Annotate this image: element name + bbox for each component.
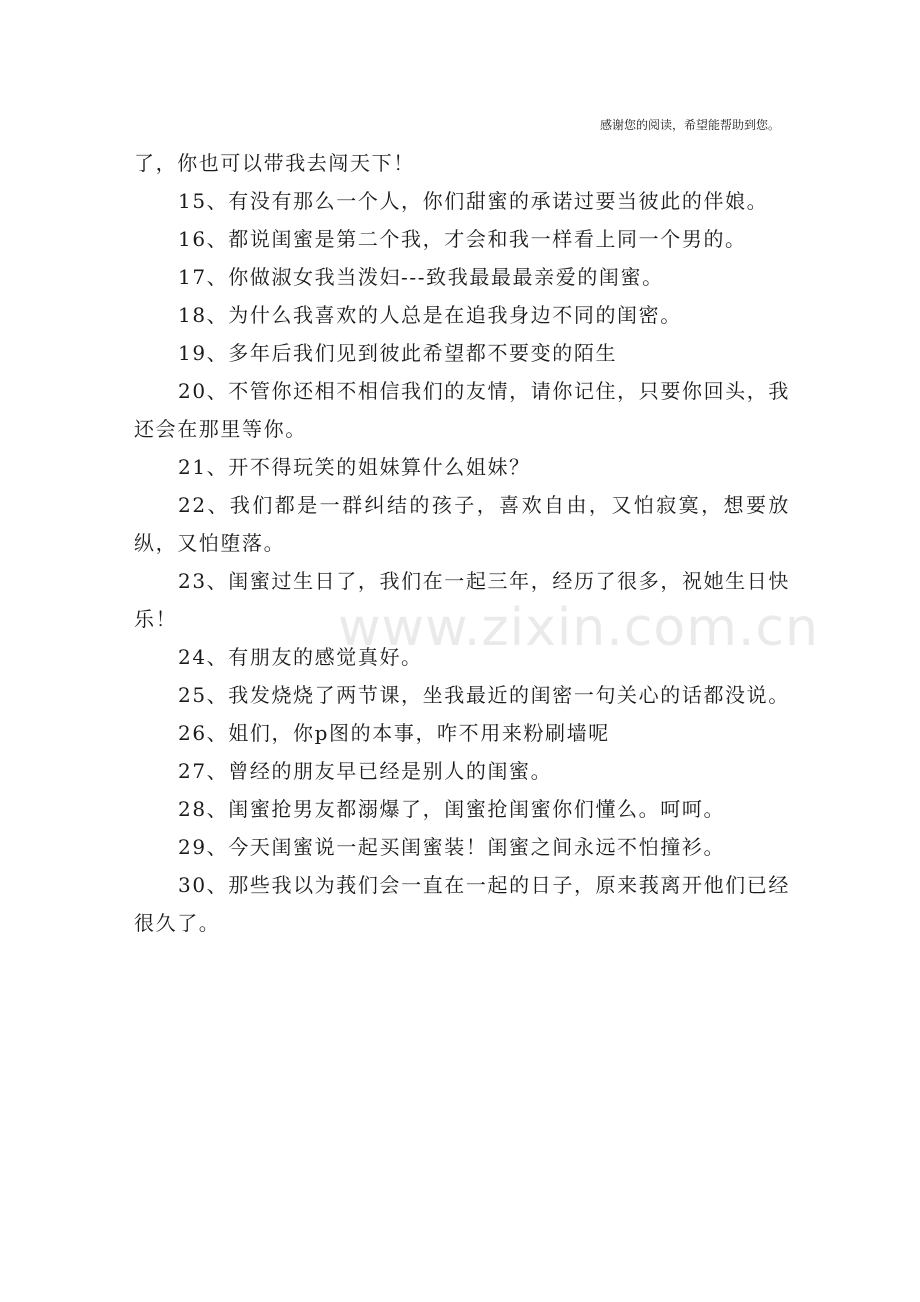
header-note: 感谢您的阅读，希望能帮助到您。	[599, 118, 780, 132]
list-item: 17、你做淑女我当泼妇---致我最最最亲爱的闺蜜。	[178, 265, 664, 289]
list-item: 29、今天闺蜜说一起买闺蜜装！闺蜜之间永远不怕撞衫。	[178, 835, 726, 859]
list-item: 26、姐们，你p图的本事，咋不用来粉刷墙呢	[178, 721, 610, 745]
list-item: 20、不管你还相不相信我们的友情，请你记住，只要你回头，我还会在那里等你。	[134, 379, 790, 441]
list-item: 23、闺蜜过生日了，我们在一起三年，经历了很多，祝她生日快乐！	[134, 569, 790, 631]
document-body	[134, 144, 790, 942]
watermark: www.zixin.com.cn	[338, 598, 819, 658]
list-item: 24、有朋友的感觉真好。	[178, 645, 423, 669]
list-item: 21、开不得玩笑的姐妹算什么姐妹？	[178, 455, 531, 479]
list-item: 19、多年后我们见到彼此希望都不要变的陌生	[178, 341, 618, 365]
list-item: 22、我们都是一群纠结的孩子，喜欢自由，又怕寂寞，想要放纵，又怕堕落。	[134, 493, 790, 555]
list-item: 25、我发烧烧了两节课，坐我最近的闺密一句关心的话都没说。	[178, 683, 790, 707]
list-item: 27、曾经的朋友早已经是别人的闺蜜。	[178, 759, 553, 783]
list-item: 16、都说闺蜜是第二个我，才会和我一样看上同一个男的。	[178, 227, 747, 251]
list-item: 30、那些我以为莪们会一直在一起的日子，原来莪离开他们已经很久了。	[134, 873, 790, 935]
list-item: 28、闺蜜抢男友都溺爆了，闺蜜抢闺蜜你们懂么。呵呵。	[178, 797, 726, 821]
list-item: 15、有没有那么一个人，你们甜蜜的承诺过要当彼此的伴娘。	[178, 189, 769, 213]
continuation-paragraph: 了，你也可以带我去闯天下！	[134, 151, 415, 175]
list-item: 18、为什么我喜欢的人总是在追我身边不同的闺密。	[178, 303, 682, 327]
